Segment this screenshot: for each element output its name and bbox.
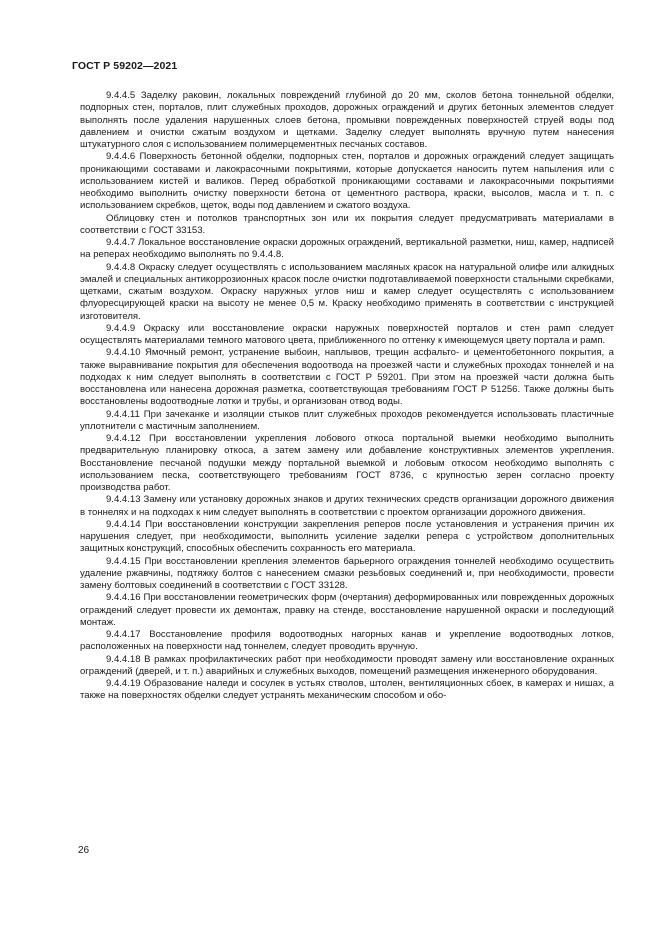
paragraph-cladding: Облицовку стен и потолков транспортных зон или их покрытия следует предусматривать материалами в соответствии с ГОСТ 33153. <box>80 212 614 236</box>
page-number: 26 <box>78 845 90 856</box>
paragraph-9-4-4-16: 9.4.4.16 При восстановлении геометрических форм (очертания) деформированных или поврежденных дорожных ограждений следует провести их демонтаж, правку на стенде, восстановление нарушенной окраски и последующий монтаж. <box>80 592 614 628</box>
document-body <box>80 90 614 703</box>
paragraph-9-4-4-13: 9.4.4.13 Замену или установку дорожных знаков и других технических средств организации дорожного движения в тоннелях и на подходах к ним следует выполнять в соответствии с проектом организации дорожного движения. <box>80 494 614 518</box>
paragraph-9-4-4-8: 9.4.4.8 Окраску следует осуществлять с использованием масляных красок на натуральной олифе или алкидных эмалей и специальных антикоррозионных красок после очистки подготавливаемой поверхности стальными скребками, щетками, сжатым воздухом. Окраску наружных углов ниш и камер следует осуществлять с использованием флуоресцирующей краски на высоту не менее 0,5 м. Краску необходимо применять в соответствии с инструкцией изготовителя. <box>80 261 614 322</box>
paragraph-9-4-4-9: 9.4.4.9 Окраску или восстановление окраски наружных поверхностей порталов и стен рамп следует осуществлять материалами темного матового цвета, приближенного по оттенку к имеющемуся цвету портала и рамп. <box>80 322 614 346</box>
paragraph-9-4-4-7: 9.4.4.7 Локальное восстановление окраски дорожных ограждений, вертикальной разметки, ниш, камер, надписей на реперах необходимо выполнять по 9.4.4.8. <box>80 237 614 261</box>
paragraph-9-4-4-5: 9.4.4.5 Заделку раковин, локальных повреждений глубиной до 20 мм, сколов бетона тоннельной обделки, подпорных стен, порталов, плит служебных проходов, дорожных ограждений и других бетонных элементов следует выполнять после удаления нарушенных слоев бетона, промывки поврежденных поверхностей струей воды под давлением и очистки сжатым воздухом и щетками. Заделку следует выполнять вручную путем нанесения штукатурного слоя с использованием полимерцементных песчаных составов. <box>80 90 614 150</box>
paragraph-9-4-4-12: 9.4.4.12 При восстановлении укрепления лобового откоса портальной выемки необходимо выполнить предварительную планировку откоса, а затем замену или добавление конструктивных элементов укрепления. Восстановление песчаной подушки между портальной выемкой и лобовым откосом необходимо выполнять с использованием песка, соответствующего требованиям ГОСТ 8736, с крупностью зерен согласно проекту производства работ. <box>80 433 614 493</box>
paragraph-9-4-4-15: 9.4.4.15 При восстановлении крепления элементов барьерного ограждения тоннелей необходимо осуществить удаление ржавчины, подтяжку болтов с нанесением смазки резьбовых соединений и, при необходимости, провести замену болтовых соединений в соответствии с ГОСТ 33128. <box>80 555 614 591</box>
paragraph-9-4-4-14: 9.4.4.14 При восстановлении конструкции закрепления реперов после установления и устранения причин их нарушения следует, при необходимости, выполнить усиление заделки репера с устройством дополнительных защитных конструкций, способных обеспечить сохранность его материала. <box>80 518 614 555</box>
paragraph-9-4-4-17: 9.4.4.17 Восстановление профиля водоотводных нагорных канав и укрепление водоотводных лотков, расположенных на поверхности над тоннелем, следует проводить вручную. <box>80 629 614 653</box>
paragraph-9-4-4-10: 9.4.4.10 Ямочный ремонт, устранение выбоин, наплывов, трещин асфальто- и цементобетонного покрытия, а также выравнивание покрытия для обеспечения водоотвода на проезжей части и служебных проходах тоннелей и на подходах к ним следует выполнять в соответствии с ГОСТ Р 59201. При этом на проезжей части должна быть восстановлена или нанесена дорожная разметка, соответствующая требованиям ГОСТ Р 51256. Также должны быть восстановлены водоотводные лотки и трубы, и организован отвод воды. <box>80 347 614 408</box>
paragraph-9-4-4-18: 9.4.4.18 В рамках профилактических работ при необходимости проводят замену или восстановление охранных ограждений (дверей, и т. п.) аварийных и служебных выходов, помещений размещения инженерного оборудования. <box>80 653 614 677</box>
paragraph-9-4-4-11: 9.4.4.11 При зачеканке и изоляции стыков плит служебных проходов рекомендуется использовать пластичные уплотнители с мастичным заполнением. <box>80 408 614 432</box>
document-header: ГОСТ Р 59202—2021 <box>72 60 178 72</box>
paragraph-9-4-4-6: 9.4.4.6 Поверхность бетонной обделки, подпорных стен, порталов и дорожных ограждений следует защищать проникающими составами и лакокрасочными покрытиями, которые допускается наносить путем напыления или с использованием кистей и валиков. Перед обработкой проникающими составами и лакокрасочными покрытиями необходимо выполнить очистку поверхности бетона от цементного раствора, краски, высолов, масла и т. п. с использованием скребков, щеток, воды под давлением и сжатого воздуха. <box>80 151 614 212</box>
paragraph-9-4-4-19: 9.4.4.19 Образование наледи и сосулек в устьях стволов, штолен, вентиляционных сбоек, в камерах и нишах, а также на поверхностях обделки следует устранять механическим способом и обо- <box>80 678 614 702</box>
